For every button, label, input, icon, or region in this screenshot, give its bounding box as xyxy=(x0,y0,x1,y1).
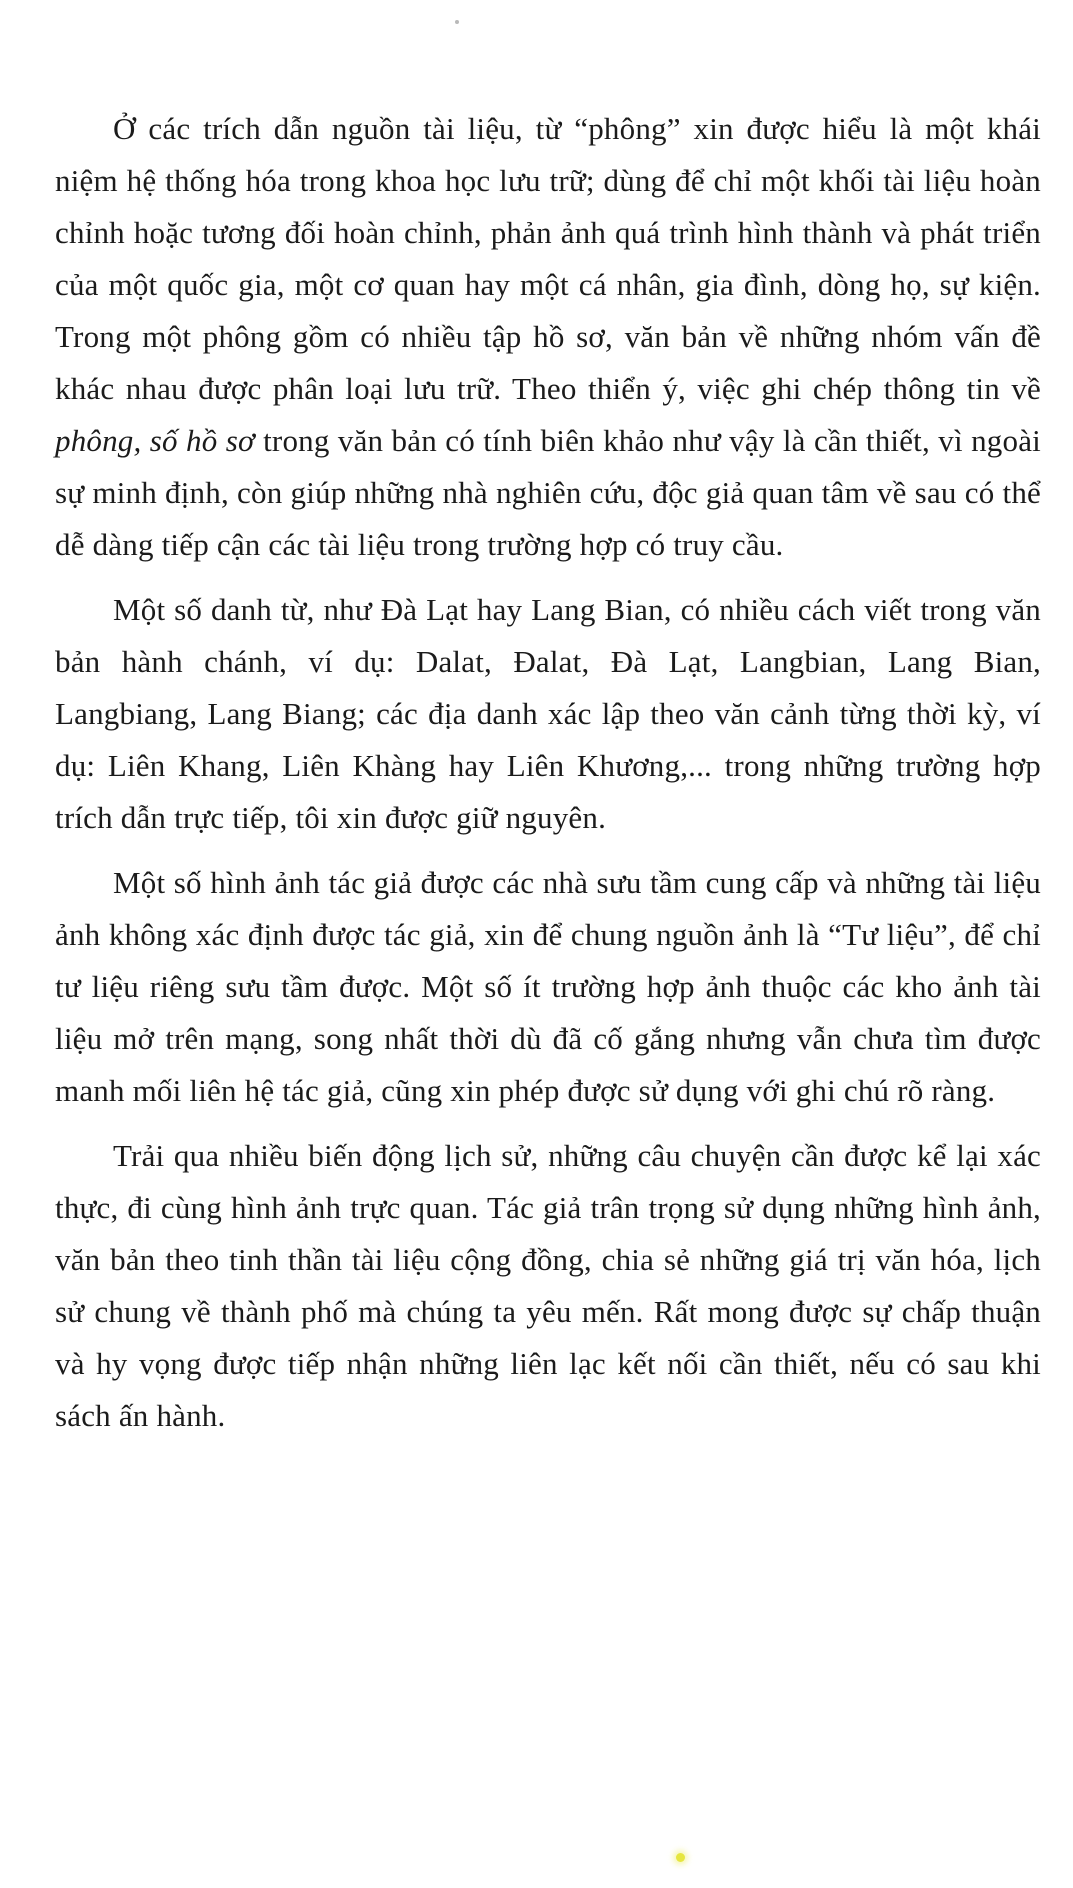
body-text-block xyxy=(55,103,1041,1442)
italic-phrase: phông, số hồ sơ xyxy=(55,423,255,458)
paragraph-text: Trải qua nhiều biến động lịch sử, những câu chuyện cần được kể lại xác thực, đi cùng hình ảnh trực quan. Tác giả trân trọng sử dụng những hình ảnh, văn bản theo tinh thần tài liệu cộng đồng, chia sẻ những giá trị văn hóa, lịch sử chung về thành phố mà chúng ta yêu mến. Rất mong được sự chấp thuận và hy vọng được tiếp nhận những liên lạc kết nối cần thiết, nếu có sau khi sách ấn hành. xyxy=(55,1138,1041,1433)
paragraph-sources-note xyxy=(55,103,1041,571)
paragraph-text: Một số danh từ, như Đà Lạt hay Lang Bian, có nhiều cách viết trong văn bản hành chánh, ví dụ: Dalat, Đalat, Đà Lạt, Langbian, Lang Bian, Langbiang, Lang Biang; các địa danh xác lập theo văn cảnh từng thời kỳ, ví dụ: Liên Khang, Liên Khàng hay Liên Khương,... trong những trường hợp trích dẫn trực tiếp, tôi xin được giữ nguyên. xyxy=(55,592,1041,835)
paragraph-closing-note xyxy=(55,1130,1041,1442)
paragraph-photo-credits-note xyxy=(55,857,1041,1117)
paragraph-placenames-note xyxy=(55,584,1041,844)
paragraph-text: Ở các trích dẫn nguồn tài liệu, từ “phông” xin được hiểu là một khái niệm hệ thống hóa trong khoa học lưu trữ; dùng để chỉ một khối tài liệu hoàn chỉnh hoặc tương đối hoàn chỉnh, phản ảnh quá trình hình thành và phát triển của một quốc gia, một cơ quan hay một cá nhân, gia đình, dòng họ, sự kiện. Trong một phông gồm có nhiều tập hồ sơ, văn bản về những nhóm vấn đề khác nhau được phân loại lưu trữ. Theo thiển ý, việc ghi chép thông tin về xyxy=(55,111,1041,406)
yellow-dot-artifact xyxy=(676,1853,685,1862)
paragraph-text: Một số hình ảnh tác giả được các nhà sưu tầm cung cấp và những tài liệu ảnh không xác định được tác giả, xin để chung nguồn ảnh là “Tư liệu”, để chỉ tư liệu riêng sưu tầm được. Một số ít trường hợp ảnh thuộc các kho ảnh tài liệu mở trên mạng, song nhất thời dù đã cố gắng nhưng vẫn chưa tìm được manh mối liên hệ tác giả, cũng xin phép được sử dụng với ghi chú rõ ràng. xyxy=(55,865,1041,1108)
paragraph-text: trong văn bản có tính biên khảo như vậy là cần thiết, vì ngoài sự minh định, còn giúp những nhà nghiên cứu, độc giả quan tâm về sau có thể dễ dàng tiếp cận các tài liệu trong trường hợp có truy cầu. xyxy=(55,423,1041,562)
print-speck-artifact xyxy=(455,20,459,24)
